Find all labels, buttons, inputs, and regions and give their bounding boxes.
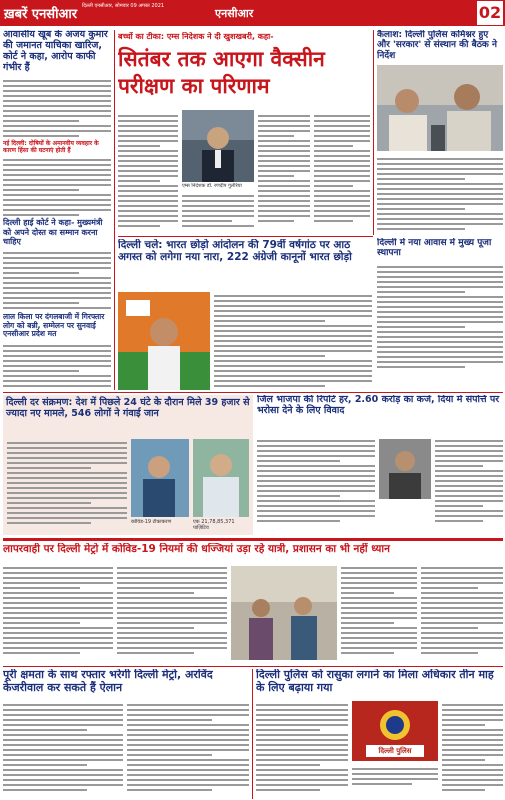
article-text	[3, 249, 111, 311]
article-text	[314, 112, 370, 225]
column-rule	[114, 30, 115, 390]
metro-story	[3, 564, 503, 664]
article-text	[377, 263, 503, 373]
article-text	[118, 112, 178, 230]
column-rule	[252, 669, 253, 799]
article-text	[127, 701, 249, 797]
fraud-headline: जिल भाजपा की रिपोर्ट हर, 2.60 करोड़ का कर्ज, दिया में संपत्ति पर भरोसा देने के लिए विवाद	[257, 395, 500, 416]
photo-caption: एम्स निदेशक डॉ. रणदीप गुलेरिया	[182, 183, 242, 189]
article-text	[7, 439, 127, 529]
article-text	[257, 437, 375, 532]
left-subhead-1: नई दिल्ली: दोषियों के अमानवीय व्यवहार के कारण हिंसा की घटनाएं होती हैं	[3, 139, 99, 154]
article-text	[214, 292, 372, 390]
top-story-body-a	[118, 112, 178, 232]
main-headline: सितंबर तक आएगा वैक्सीन परीक्षण का परिणाम	[118, 47, 325, 98]
top-story-body-d	[314, 112, 370, 232]
delhi-police-logo	[352, 701, 438, 761]
person-photo	[379, 439, 431, 499]
banner-rule	[3, 538, 503, 541]
right-top-story	[377, 30, 503, 235]
mid-story-body	[214, 292, 372, 390]
left-headline-3: लाल किला पर दंगलबाजी में गिरफ्तार लोग को बन्नी, सम्मेलन पर सुनवाई एनसीआर प्रदेश मत	[3, 312, 105, 339]
issue-meta: दिल्ली एनसीआर, सोमवार 09 अगस्त 2021	[82, 3, 165, 9]
section-title: एनसीआर	[215, 7, 254, 20]
photo-caption: एक 21,78,85,371 पाज़िटिव	[193, 519, 235, 531]
mid-headline: दिल्ली चले: भारत छोड़ो आंदोलन की 79वीं वर्षगांठ पर आठ अगस्त को लगेगा नया नारा, 222 अंग्रेजी कानूनों भारत छोड़ो	[118, 239, 352, 264]
left-column	[3, 30, 111, 390]
fraud-story	[257, 395, 503, 535]
officials-photo	[377, 65, 503, 151]
section-rule	[118, 236, 373, 237]
kicker: बच्चों का टीका: एम्स निदेशक ने दी खुशखबरी, कहा-	[118, 32, 274, 41]
article-text	[421, 564, 503, 662]
protest-photo	[118, 292, 210, 390]
bottom-left-story	[3, 669, 249, 799]
photo-caption: कोविड-19 टीकाकरण	[131, 519, 172, 525]
right-mid-story	[377, 238, 503, 390]
article-text	[258, 112, 310, 225]
aiims-director-photo	[182, 110, 254, 182]
top-story-headline	[118, 46, 370, 106]
article-text	[117, 564, 227, 662]
section-rule	[3, 392, 503, 393]
mid-story-headline	[118, 239, 373, 289]
article-text	[435, 437, 503, 532]
article-text	[3, 156, 111, 216]
newspaper-logo: ख़बरें एनसीआर	[4, 7, 78, 22]
bottom-left-headline: पूरी क्षमता के साथ रफ्तार भरेगी दिल्ली मेट्रो, अरविंद केजरीवाल कर सकते हैं ऐलान	[3, 669, 213, 694]
left-headline-1: आवासीय खूब के अजय कुमार की जमानत याचिका खारिज, कोर्ट ने कहा, आरोप काफी गंभीर हैं	[3, 30, 108, 73]
masthead	[0, 0, 505, 26]
vaccination-photo	[131, 439, 189, 517]
column-rule	[373, 30, 374, 235]
top-story-body-c	[258, 112, 310, 232]
article-text	[182, 192, 254, 230]
banner-headline: लापरवाही पर दिल्ली मेट्रो में कोविड-19 नियमों की धज्जियां उड़ा रहे यात्री, प्रशासन का भी नहीं ध्यान	[3, 543, 390, 555]
kicker-line	[118, 32, 368, 44]
right-mid-headline: दिल्ली में नया आवास में मुख्य पूजा स्थापना	[377, 238, 492, 259]
article-text	[3, 564, 113, 662]
article-text	[442, 701, 503, 797]
article-text	[341, 564, 417, 662]
bottom-right-story	[256, 669, 503, 799]
right-top-headline: कैलाश: दिल्ली पुलिस कमिश्नर हुए और 'सरकार' से संस्थान की बैठक ने निर्देश	[377, 30, 497, 61]
metro-photo	[231, 566, 337, 660]
article-text	[377, 155, 503, 235]
article-text	[256, 701, 348, 797]
metro-banner	[3, 543, 503, 561]
article-text	[3, 342, 111, 390]
article-text	[3, 77, 111, 139]
covid-test-photo	[193, 439, 249, 517]
covid-headline: दिल्ली दर संक्रमण: देश में पिछले 24 घंटे के दौरान मिले 39 हजार से ज्यादा नए मामले, 546 लोगों ने गंवाई जान	[6, 397, 250, 419]
covid-story	[3, 395, 253, 535]
page-number: 02	[477, 1, 503, 25]
bottom-right-headline: दिल्ली पुलिस को रासुका लगाने का मिला अधिकार तीन माह के लिए बढ़ाया गया	[256, 669, 494, 694]
left-headline-2: दिल्ली हाई कोर्ट ने कहा- मुख्यमंत्री को अपने दोस्त का सम्मान करना चाहिए	[3, 218, 103, 246]
section-rule	[3, 666, 503, 667]
article-text	[3, 701, 123, 797]
police-logo-text: दिल्ली पुलिस	[378, 747, 412, 755]
top-story-body-b	[182, 192, 254, 232]
article-text	[352, 765, 438, 797]
